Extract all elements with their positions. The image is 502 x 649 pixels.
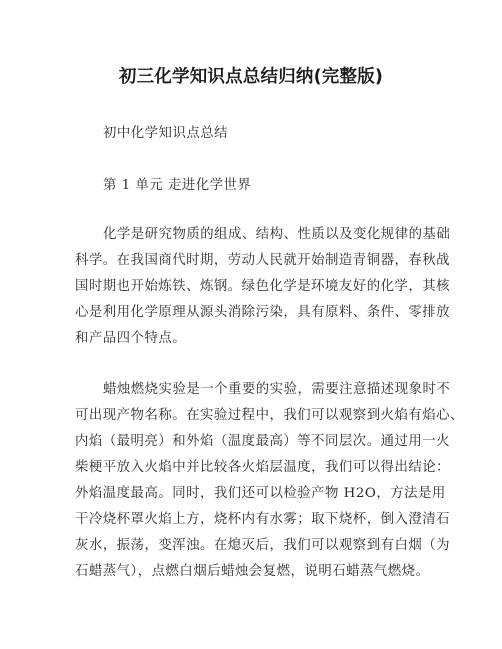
- unit-heading: 第 1 单元 走进化学世界: [103, 178, 252, 193]
- paragraph-line: 蜡烛燃烧实验是一个重要的实验，需要注意描述现象时不: [103, 382, 451, 397]
- document-title: 初三化学知识点总结归纳(完整版): [118, 67, 384, 87]
- paragraph-line: 可出现产物名称。在实验过程中，我们可以观察到火焰有焰心、: [75, 408, 464, 423]
- paragraph-line: 外焰温度最高。同时，我们还可以检验产物 H2O，方法是用: [75, 486, 446, 501]
- paragraph-line: 内焰（最明亮）和外焰（温度最高）等不同层次。通过用一火: [75, 434, 451, 449]
- document-subtitle: 初中化学知识点总结: [103, 126, 229, 141]
- paragraph-line: 化学是研究物质的组成、结构、性质以及变化规律的基础: [103, 227, 451, 242]
- paragraph-line: 国时期也开始炼铁、炼钢。绿色化学是环境友好的化学，其核: [75, 279, 451, 294]
- paragraph-line: 科学。在我国商代时期，劳动人民就开始制造青铜器，春秋战: [75, 253, 451, 268]
- paragraph-line: 干冷烧杯罩火焰上方，烧杯内有水雾；取下烧杯，倒入澄清石: [75, 512, 451, 527]
- paragraph-line: 心是利用化学原理从源头消除污染，具有原料、条件、零排放: [75, 305, 451, 320]
- paragraph-line: 和产品四个特点。: [75, 331, 187, 346]
- paragraph-line: 石蜡蒸气），点燃白烟后蜡烛会复燃，说明石蜡蒸气燃烧。: [75, 564, 430, 579]
- paragraph-line: 灰水，振荡，变浑浊。在熄灭后，我们可以观察到有白烟（为: [75, 538, 451, 553]
- paragraph-line: 柴梗平放入火焰中并比较各火焰层温度，我们可以得出结论：: [75, 460, 451, 475]
